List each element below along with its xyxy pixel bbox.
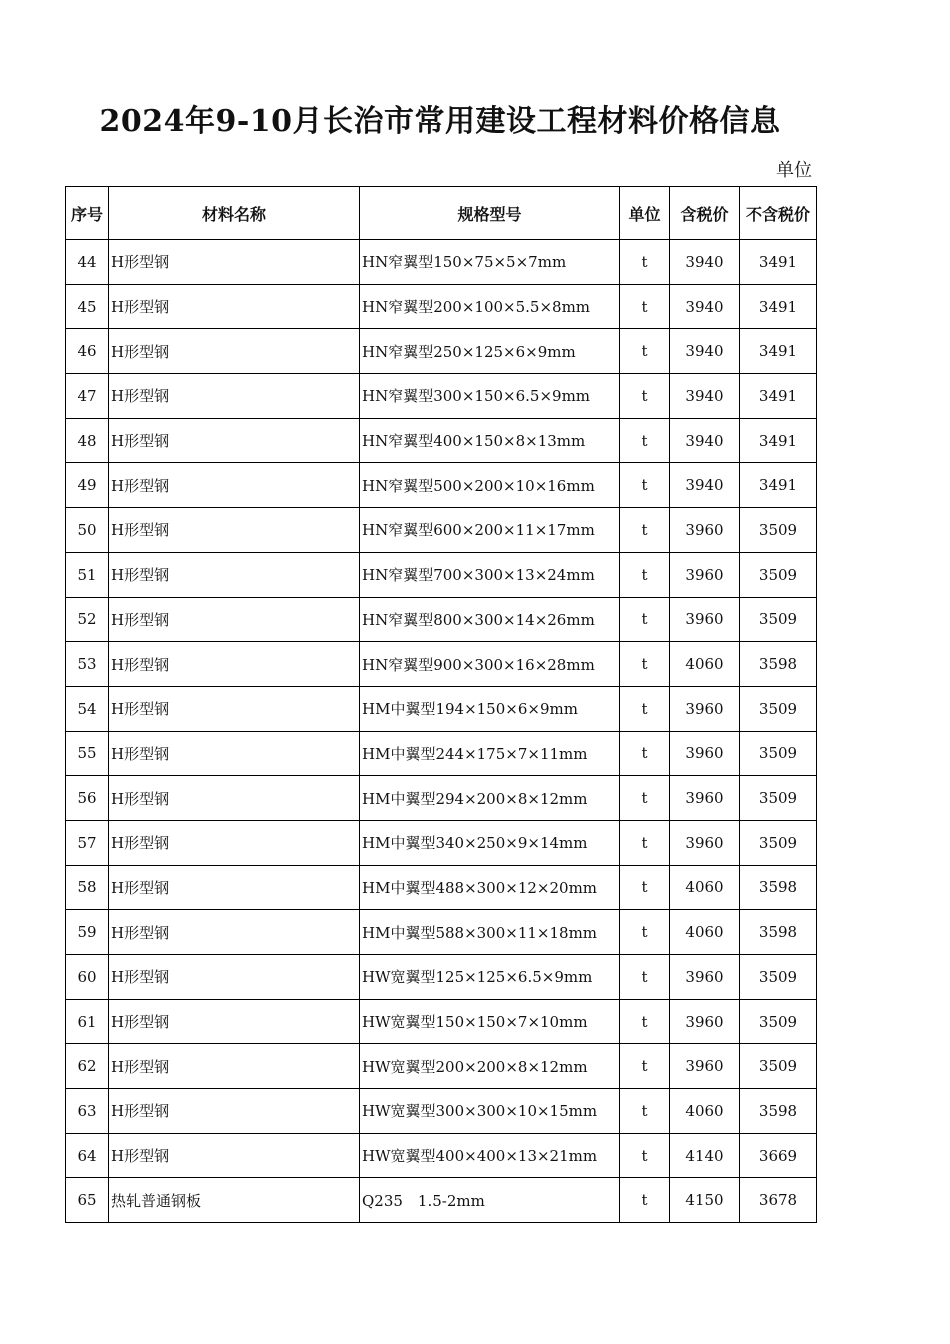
- row-index: 50: [66, 508, 109, 553]
- row-price-tax: 3960: [670, 731, 740, 776]
- row-unit: t: [620, 463, 670, 508]
- header-price-notax: 不含税价: [740, 187, 817, 240]
- row-spec: HN窄翼型600×200×11×17mm: [360, 508, 620, 553]
- price-table: [65, 186, 817, 1223]
- row-unit: t: [620, 1133, 670, 1178]
- header-material-name: 材料名称: [109, 187, 360, 240]
- table-row: [66, 463, 817, 508]
- row-material-name: H形型钢: [109, 820, 360, 865]
- table-row: [66, 686, 817, 731]
- row-material-name: H形型钢: [109, 1044, 360, 1089]
- row-material-name: H形型钢: [109, 1089, 360, 1134]
- row-spec: HN窄翼型800×300×14×26mm: [360, 597, 620, 642]
- row-spec: HN窄翼型250×125×6×9mm: [360, 329, 620, 374]
- row-index: 44: [66, 240, 109, 285]
- row-price-notax: 3669: [740, 1133, 817, 1178]
- row-unit: t: [620, 418, 670, 463]
- row-price-tax: 4060: [670, 642, 740, 687]
- row-spec: HW宽翼型200×200×8×12mm: [360, 1044, 620, 1089]
- row-material-name: H形型钢: [109, 642, 360, 687]
- row-material-name: H形型钢: [109, 463, 360, 508]
- row-index: 46: [66, 329, 109, 374]
- row-price-notax: 3509: [740, 999, 817, 1044]
- row-index: 64: [66, 1133, 109, 1178]
- row-spec: HN窄翼型700×300×13×24mm: [360, 552, 620, 597]
- row-price-notax: 3598: [740, 1089, 817, 1134]
- row-index: 59: [66, 910, 109, 955]
- table-header-row: [66, 187, 817, 240]
- row-price-notax: 3598: [740, 865, 817, 910]
- row-unit: t: [620, 955, 670, 1000]
- row-index: 54: [66, 686, 109, 731]
- row-unit: t: [620, 865, 670, 910]
- row-price-tax: 4060: [670, 865, 740, 910]
- row-unit: t: [620, 284, 670, 329]
- row-material-name: H形型钢: [109, 910, 360, 955]
- row-material-name: H形型钢: [109, 865, 360, 910]
- row-unit: t: [620, 1178, 670, 1223]
- row-price-tax: 3960: [670, 955, 740, 1000]
- row-price-notax: 3509: [740, 686, 817, 731]
- row-price-tax: 3960: [670, 686, 740, 731]
- table-row: [66, 1178, 817, 1223]
- row-material-name: H形型钢: [109, 776, 360, 821]
- row-index: 48: [66, 418, 109, 463]
- table-row: [66, 508, 817, 553]
- row-unit: t: [620, 1089, 670, 1134]
- row-price-notax: 3509: [740, 776, 817, 821]
- row-material-name: H形型钢: [109, 686, 360, 731]
- row-price-notax: 3491: [740, 463, 817, 508]
- table-row: [66, 820, 817, 865]
- row-material-name: H形型钢: [109, 329, 360, 374]
- row-index: 47: [66, 374, 109, 419]
- row-price-notax: 3491: [740, 240, 817, 285]
- row-price-tax: 4140: [670, 1133, 740, 1178]
- row-spec: HN窄翼型900×300×16×28mm: [360, 642, 620, 687]
- row-spec: HM中翼型340×250×9×14mm: [360, 820, 620, 865]
- row-index: 65: [66, 1178, 109, 1223]
- header-index: 序号: [66, 187, 109, 240]
- row-material-name: H形型钢: [109, 597, 360, 642]
- row-spec: HW宽翼型300×300×10×15mm: [360, 1089, 620, 1134]
- row-spec: HM中翼型194×150×6×9mm: [360, 686, 620, 731]
- row-spec: HM中翼型294×200×8×12mm: [360, 776, 620, 821]
- table-row: [66, 418, 817, 463]
- header-unit: 单位: [620, 187, 670, 240]
- row-material-name: H形型钢: [109, 418, 360, 463]
- row-price-notax: 3509: [740, 820, 817, 865]
- row-index: 53: [66, 642, 109, 687]
- row-price-tax: 4060: [670, 1089, 740, 1134]
- row-unit: t: [620, 999, 670, 1044]
- row-index: 51: [66, 552, 109, 597]
- row-price-tax: 3960: [670, 1044, 740, 1089]
- row-spec: HN窄翼型500×200×10×16mm: [360, 463, 620, 508]
- unit-note: 单位: [776, 160, 812, 181]
- row-price-tax: 3940: [670, 374, 740, 419]
- row-unit: t: [620, 508, 670, 553]
- row-price-tax: 3940: [670, 240, 740, 285]
- row-unit: t: [620, 731, 670, 776]
- row-price-notax: 3509: [740, 955, 817, 1000]
- row-price-notax: 3509: [740, 508, 817, 553]
- row-spec: HW宽翼型150×150×7×10mm: [360, 999, 620, 1044]
- row-spec: HN窄翼型150×75×5×7mm: [360, 240, 620, 285]
- row-index: 57: [66, 820, 109, 865]
- row-price-tax: 3960: [670, 776, 740, 821]
- table-row: [66, 1044, 817, 1089]
- header-spec: 规格型号: [360, 187, 620, 240]
- row-price-tax: 3940: [670, 284, 740, 329]
- table-row: [66, 865, 817, 910]
- row-index: 45: [66, 284, 109, 329]
- row-index: 61: [66, 999, 109, 1044]
- row-index: 58: [66, 865, 109, 910]
- table-row: [66, 776, 817, 821]
- row-price-tax: 3940: [670, 463, 740, 508]
- row-price-tax: 3960: [670, 508, 740, 553]
- row-material-name: H形型钢: [109, 1133, 360, 1178]
- row-material-name: H形型钢: [109, 508, 360, 553]
- row-spec: HM中翼型588×300×11×18mm: [360, 910, 620, 955]
- row-unit: t: [620, 329, 670, 374]
- header-price-tax: 含税价: [670, 187, 740, 240]
- row-spec: HN窄翼型200×100×5.5×8mm: [360, 284, 620, 329]
- row-spec: HW宽翼型400×400×13×21mm: [360, 1133, 620, 1178]
- row-price-notax: 3598: [740, 642, 817, 687]
- table-row: [66, 1089, 817, 1134]
- row-unit: t: [620, 776, 670, 821]
- row-index: 56: [66, 776, 109, 821]
- table-row: [66, 374, 817, 419]
- row-price-notax: 3491: [740, 374, 817, 419]
- row-unit: t: [620, 1044, 670, 1089]
- row-material-name: H形型钢: [109, 240, 360, 285]
- row-price-tax: 3960: [670, 999, 740, 1044]
- row-price-notax: 3491: [740, 418, 817, 463]
- row-spec: HM中翼型244×175×7×11mm: [360, 731, 620, 776]
- row-material-name: H形型钢: [109, 552, 360, 597]
- row-spec: HN窄翼型300×150×6.5×9mm: [360, 374, 620, 419]
- table-row: [66, 240, 817, 285]
- row-price-tax: 3960: [670, 820, 740, 865]
- table-row: [66, 552, 817, 597]
- row-price-notax: 3509: [740, 597, 817, 642]
- table-row: [66, 597, 817, 642]
- row-price-notax: 3491: [740, 329, 817, 374]
- row-material-name: H形型钢: [109, 999, 360, 1044]
- table-row: [66, 999, 817, 1044]
- table-row: [66, 329, 817, 374]
- row-price-tax: 3940: [670, 418, 740, 463]
- row-price-notax: 3678: [740, 1178, 817, 1223]
- row-material-name: H形型钢: [109, 731, 360, 776]
- row-spec: HM中翼型488×300×12×20mm: [360, 865, 620, 910]
- row-unit: t: [620, 597, 670, 642]
- table-row: [66, 910, 817, 955]
- page-title: 2024年9-10月长治市常用建设工程材料价格信息: [99, 104, 781, 139]
- row-material-name: H形型钢: [109, 374, 360, 419]
- table-row: [66, 731, 817, 776]
- row-spec: Q235 1.5-2mm: [360, 1178, 620, 1223]
- row-unit: t: [620, 552, 670, 597]
- row-price-tax: 4060: [670, 910, 740, 955]
- row-unit: t: [620, 374, 670, 419]
- row-unit: t: [620, 642, 670, 687]
- row-index: 60: [66, 955, 109, 1000]
- row-price-tax: 3940: [670, 329, 740, 374]
- table-row: [66, 642, 817, 687]
- row-unit: t: [620, 686, 670, 731]
- row-price-notax: 3491: [740, 284, 817, 329]
- row-price-tax: 3960: [670, 552, 740, 597]
- row-index: 49: [66, 463, 109, 508]
- row-unit: t: [620, 820, 670, 865]
- row-price-notax: 3509: [740, 731, 817, 776]
- row-price-tax: 4150: [670, 1178, 740, 1223]
- row-index: 62: [66, 1044, 109, 1089]
- row-price-notax: 3509: [740, 1044, 817, 1089]
- row-material-name: 热轧普通钢板: [109, 1178, 360, 1223]
- row-price-tax: 3960: [670, 597, 740, 642]
- row-spec: HW宽翼型125×125×6.5×9mm: [360, 955, 620, 1000]
- row-material-name: H形型钢: [109, 284, 360, 329]
- row-material-name: H形型钢: [109, 955, 360, 1000]
- row-index: 55: [66, 731, 109, 776]
- row-price-notax: 3598: [740, 910, 817, 955]
- row-index: 63: [66, 1089, 109, 1134]
- table-row: [66, 955, 817, 1000]
- table-row: [66, 284, 817, 329]
- row-unit: t: [620, 910, 670, 955]
- row-price-notax: 3509: [740, 552, 817, 597]
- row-spec: HN窄翼型400×150×8×13mm: [360, 418, 620, 463]
- table-row: [66, 1133, 817, 1178]
- row-unit: t: [620, 240, 670, 285]
- row-index: 52: [66, 597, 109, 642]
